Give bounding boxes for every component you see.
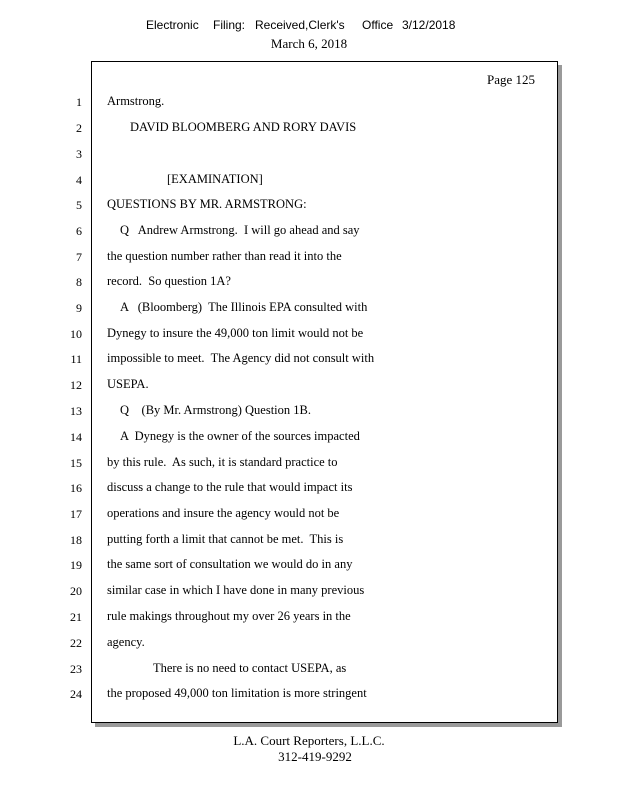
line-text: the same sort of consultation we would do in any	[107, 557, 353, 571]
transcript-line	[0, 429, 618, 445]
line-text: USEPA.	[107, 377, 149, 391]
line-text: Q Andrew Armstrong. I will go ahead and say	[120, 223, 360, 237]
line-text: Dynegy to insure the 49,000 ton limit would not be	[107, 326, 364, 340]
line-number: 18	[70, 533, 82, 547]
line-number: 11	[70, 352, 82, 366]
line-number: 1	[76, 95, 82, 109]
transcript-line	[0, 249, 618, 265]
line-text: agency.	[107, 635, 145, 649]
stamp-date-filed: 3/12/2018	[402, 18, 456, 32]
page-number: Page 125	[487, 72, 536, 87]
transcript-line	[0, 197, 618, 213]
line-text: the question number rather than read it into the	[107, 249, 342, 263]
transcript-line	[0, 377, 618, 393]
transcript-line	[0, 223, 618, 239]
line-number: 20	[70, 584, 82, 598]
line-text: putting forth a limit that cannot be met. This is	[107, 532, 344, 546]
transcript-line	[0, 635, 618, 651]
transcript-line	[0, 609, 618, 625]
line-number: 22	[70, 636, 82, 650]
line-number: 16	[70, 481, 82, 495]
line-text: DAVID BLOOMBERG AND RORY DAVIS	[130, 120, 357, 134]
line-text: by this rule. As such, it is standard practice to	[107, 455, 338, 469]
line-text: similar case in which I have done in many previous	[107, 583, 365, 597]
transcript-line	[0, 686, 618, 702]
transcript-date: March 6, 2018	[270, 36, 348, 51]
line-number: 21	[70, 610, 82, 624]
filing-stamp	[0, 18, 618, 36]
transcript-line	[0, 480, 618, 496]
transcript-line	[0, 455, 618, 471]
transcript-line	[0, 532, 618, 548]
line-number: 17	[70, 507, 82, 521]
line-number: 10	[70, 327, 82, 341]
transcript-line	[0, 583, 618, 599]
transcript-line	[0, 351, 618, 367]
stamp-word-electronic: Electronic	[146, 18, 199, 32]
line-number: 4	[76, 173, 82, 187]
line-text: Armstrong.	[107, 94, 165, 108]
line-number: 12	[70, 378, 82, 392]
line-number: 5	[76, 198, 82, 212]
line-number: 14	[70, 430, 82, 444]
footer-company: L.A. Court Reporters, L.L.C.	[233, 733, 385, 748]
line-text: A Dynegy is the owner of the sources impacted	[120, 429, 360, 443]
line-number: 13	[70, 404, 82, 418]
line-text: Q (By Mr. Armstrong) Question 1B.	[120, 403, 311, 417]
line-number: 9	[76, 301, 82, 315]
line-text: QUESTIONS BY MR. ARMSTRONG:	[107, 197, 307, 211]
stamp-word-office: Office	[362, 18, 394, 32]
transcript-line	[0, 661, 618, 677]
line-text: There is no need to contact USEPA, as	[153, 661, 347, 675]
transcript-line	[0, 94, 618, 110]
transcript-line	[0, 300, 618, 316]
transcript-line	[0, 146, 618, 162]
stamp-word-filing: Filing:	[213, 18, 246, 32]
line-text: A (Bloomberg) The Illinois EPA consulted with	[120, 300, 368, 314]
line-text: record. So question 1A?	[107, 274, 231, 288]
transcript-line	[0, 403, 618, 419]
line-number: 2	[76, 121, 82, 135]
line-text: the proposed 49,000 ton limitation is more stringent	[107, 686, 367, 700]
line-number: 23	[70, 662, 82, 676]
footer-phone: 312-419-9292	[278, 749, 352, 764]
line-number: 6	[76, 224, 82, 238]
line-number: 3	[76, 147, 82, 161]
transcript-line	[0, 274, 618, 290]
line-number: 8	[76, 275, 82, 289]
line-text: [EXAMINATION]	[167, 172, 263, 186]
stamp-word-received: Received,Clerk's	[255, 18, 345, 32]
transcript-line	[0, 506, 618, 522]
line-text: impossible to meet. The Agency did not consult with	[107, 351, 375, 365]
transcript-line	[0, 326, 618, 342]
transcript-line	[0, 172, 618, 188]
line-text: operations and insure the agency would not be	[107, 506, 340, 520]
line-number: 24	[70, 687, 82, 701]
transcript-line	[0, 120, 618, 136]
line-number: 19	[70, 558, 82, 572]
line-text: rule makings throughout my over 26 years in the	[107, 609, 351, 623]
line-number: 15	[70, 456, 82, 470]
line-text: discuss a change to the rule that would impact its	[107, 480, 353, 494]
transcript-line	[0, 557, 618, 573]
line-number: 7	[76, 250, 82, 264]
